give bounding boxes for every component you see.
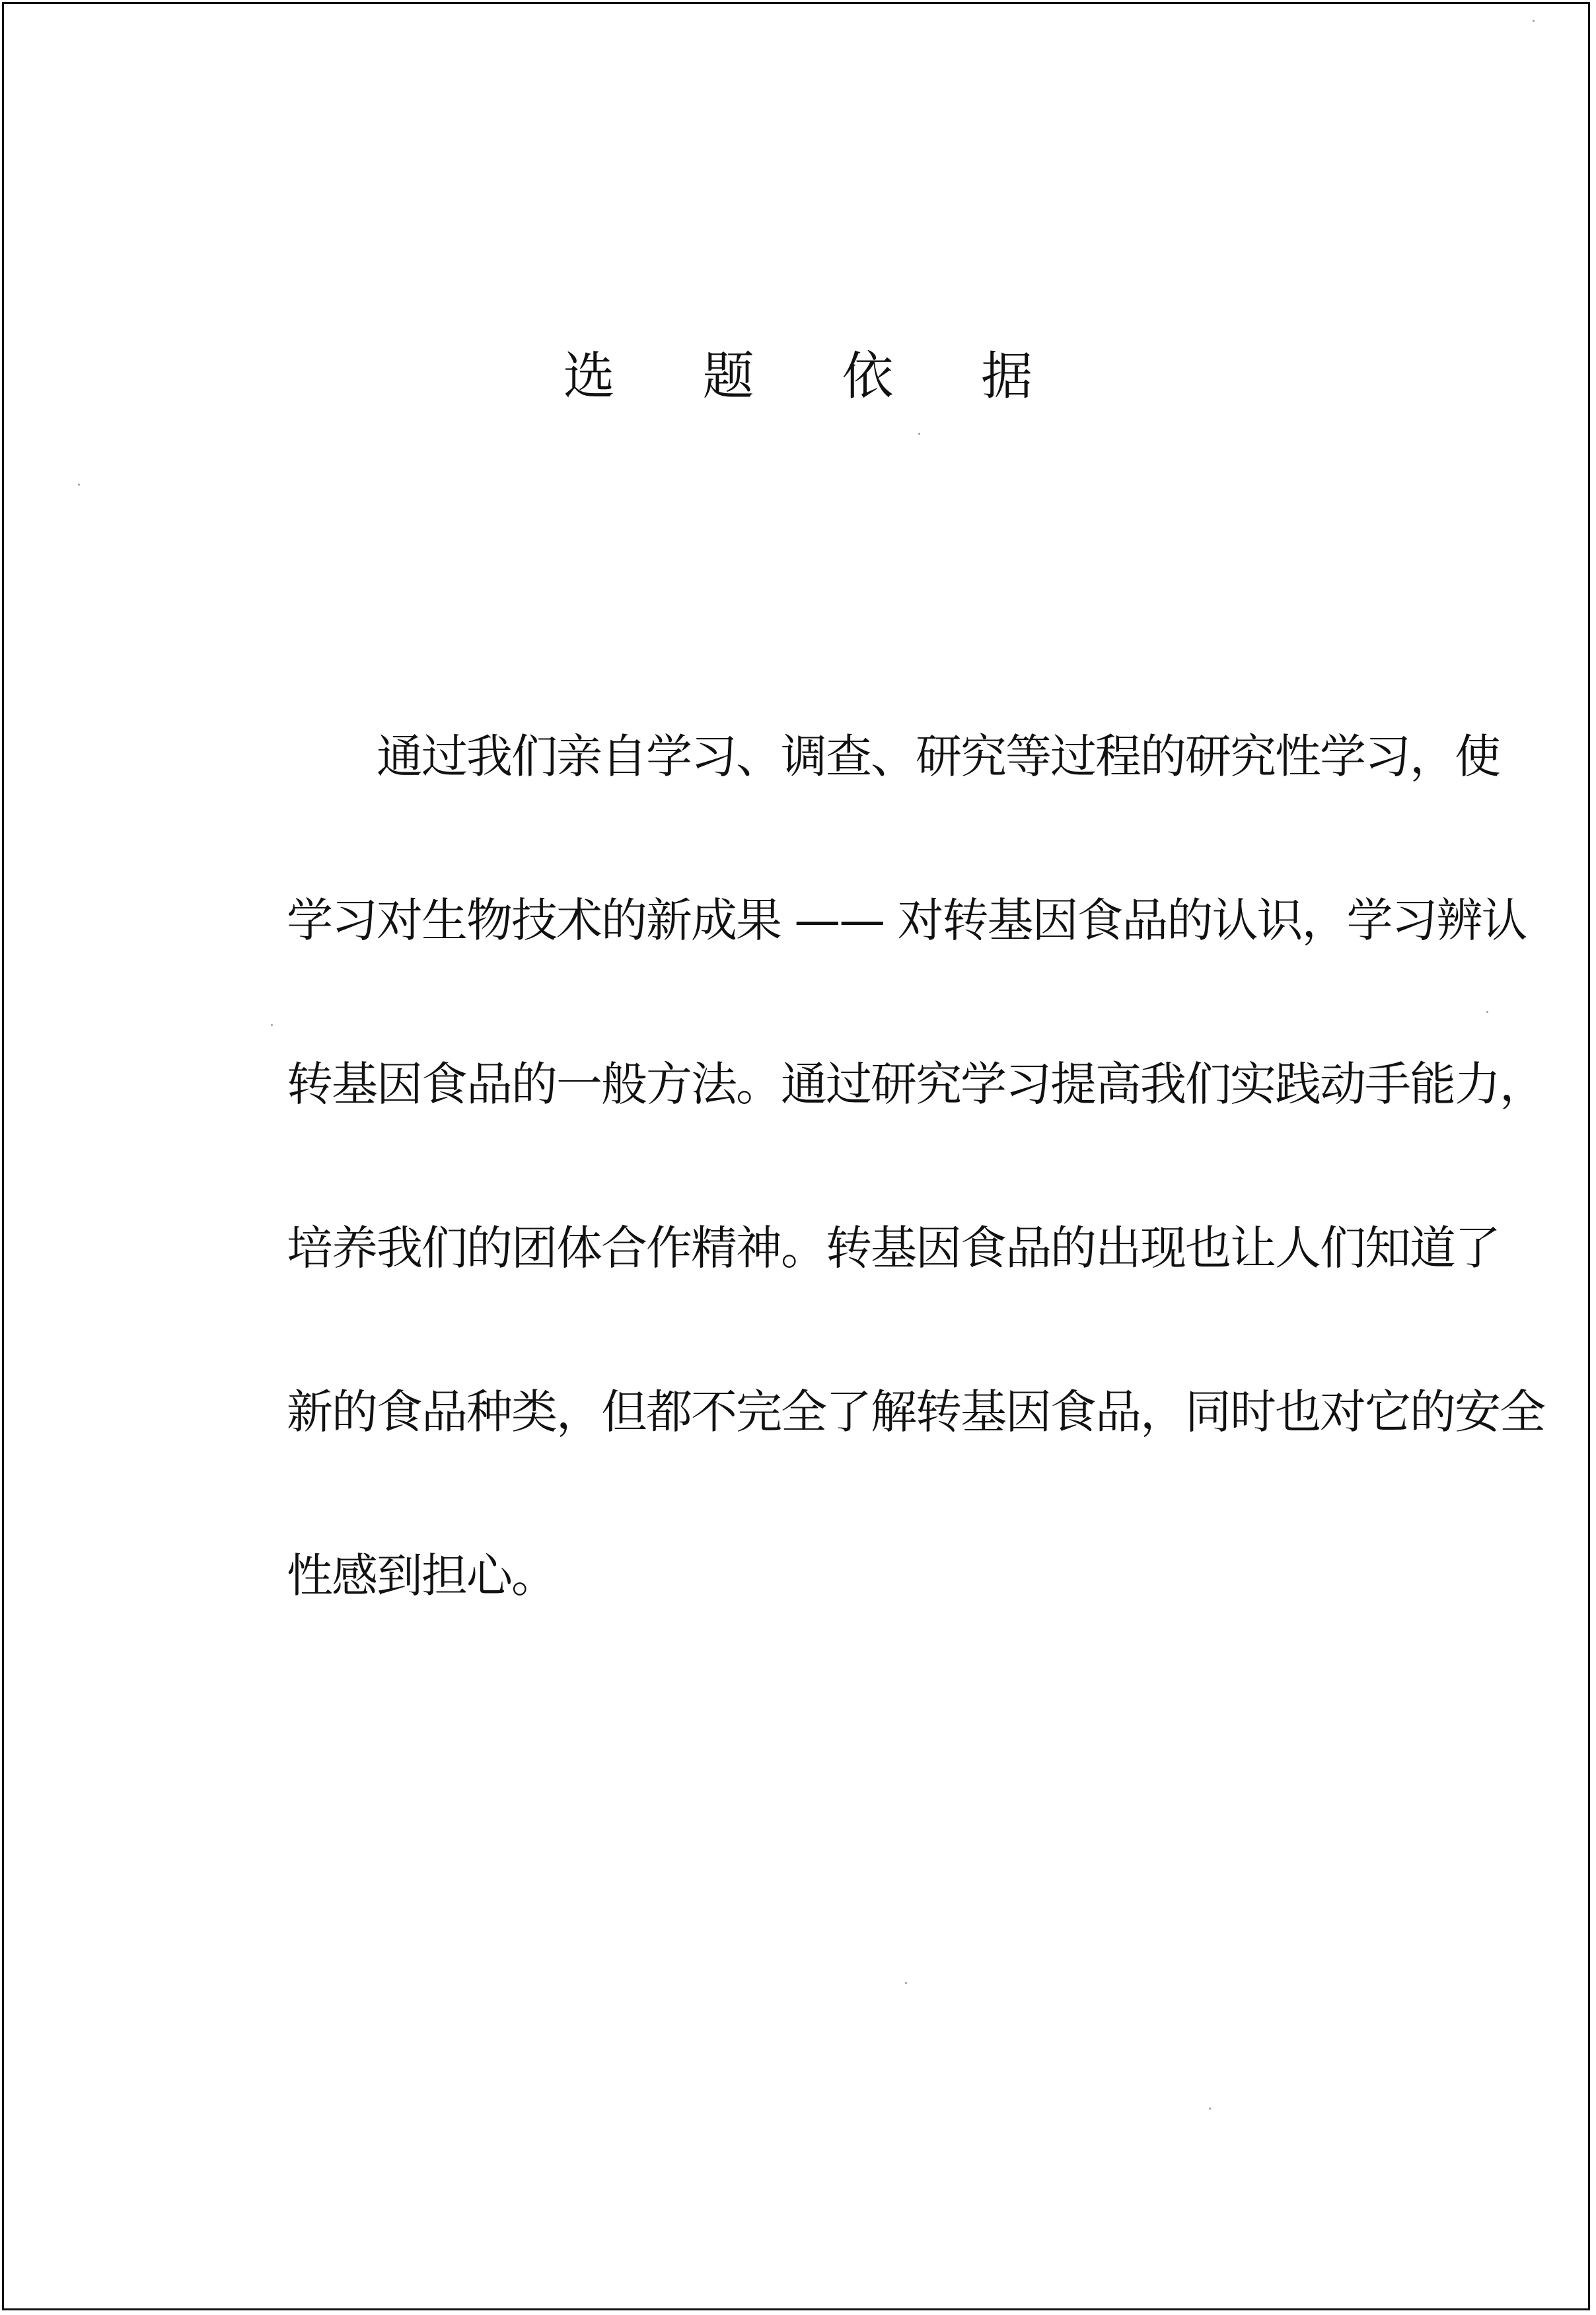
- page-title: 选 题 依 据: [563, 347, 1069, 406]
- paragraph-line-6: 性感到担心。: [287, 1549, 556, 1603]
- scan-speck: [918, 433, 920, 435]
- body-paragraph: [287, 720, 1544, 1703]
- paragraph-line-3: 转基因食品的一般方法。通过研究学习提高我们实践动手能力，: [287, 1057, 1544, 1111]
- scan-speck: [78, 484, 80, 486]
- paragraph-line-5: 新的食品种类，但都不完全了解转基因食品，同时也对它的安全: [287, 1385, 1544, 1439]
- paragraph-line-4: 培养我们的团体合作精神。转基因食品的出现也让人们知道了: [287, 1221, 1500, 1275]
- scan-speck: [1533, 20, 1535, 22]
- paragraph-line-1: 通过我们亲自学习、调查、研究等过程的研究性学习，使: [287, 729, 1500, 784]
- scan-speck: [271, 1024, 273, 1026]
- scan-speck: [1486, 1011, 1488, 1013]
- paragraph-line-2: 学习对生物技术的新成果 —— 对转基因食品的认识，学习辨认: [287, 893, 1527, 947]
- scan-speck: [905, 1982, 907, 1984]
- scan-speck: [1209, 2108, 1211, 2110]
